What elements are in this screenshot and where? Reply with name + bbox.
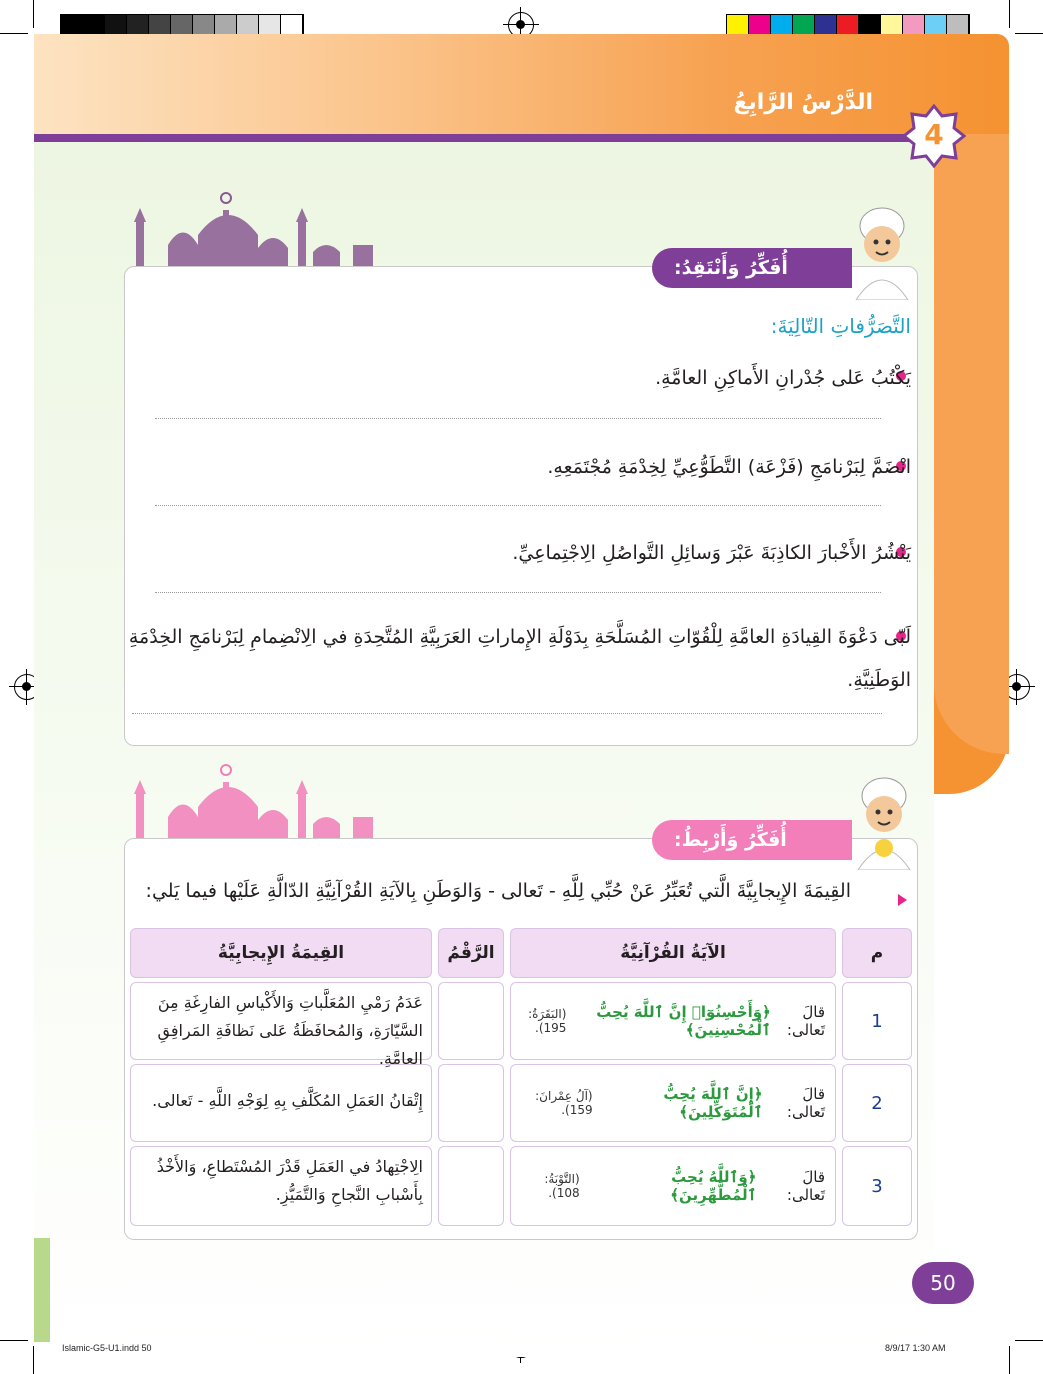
table-row-number: 2 xyxy=(842,1064,912,1142)
verse-reference: (التَّوْبَةُ: 108). xyxy=(544,1172,580,1200)
verse-reference: (آلُ عِمْرانَ: 159). xyxy=(535,1089,593,1117)
table-header-verse: الآيَةُ القُرْآنِيَّةُ xyxy=(510,928,836,978)
table-row-value: الِاجْتِهادُ في العَمَلِ قَدْرَ المُسْتَطاعِ، وَالأَخْذُ بِأَسْبابِ النَّجاحِ وَالتَّمَيُّزِ. xyxy=(130,1146,432,1226)
table-row-verse xyxy=(510,1146,836,1226)
crop-mark xyxy=(1015,33,1043,34)
verse-prefix: قالَ تَعالى: xyxy=(786,1168,825,1204)
crop-mark xyxy=(1009,0,1010,28)
answer-number-box[interactable] xyxy=(438,1064,504,1142)
verse-text: ﴿وَٱللَّهُ يُحِبُّ ٱلْمُطَّهِّرِينَ﴾ xyxy=(670,1168,757,1204)
verse-prefix: قالَ تَعالى: xyxy=(786,1085,825,1121)
answer-line xyxy=(132,713,882,714)
table-header-number: الرَّقْمُ xyxy=(438,928,504,978)
table-row-verse xyxy=(510,1064,836,1142)
header-divider xyxy=(34,134,934,142)
table-header-value: القِيمَةُ الإِيجابِيَّةُ xyxy=(130,928,432,978)
lesson-header xyxy=(34,34,1009,134)
behavior-item: يَكْتُبُ عَلى جُدْرانِ الأَماكِنِ العامَّةِ. xyxy=(655,367,911,389)
section2-intro: القِيمَةَ الإِيجابِيَّةَ الَّتي تُعَبِّرُ عَنْ حُبِّي لِلَّهِ - تَعالى - وَالوَطَنِ بِالآيَةِ القُرْآنِيَّةِ الدّالَّةِ عَلَيْها فيما يَلي: xyxy=(145,880,851,902)
answer-number-box[interactable] xyxy=(438,1146,504,1226)
verse-text: ﴿إِنَّ ٱللَّهَ يُحِبُّ ٱلْمُتَوَكِّلِينَ﴾ xyxy=(663,1085,763,1121)
behavior-item: يَنْشُرُ الأَخْبارَ الكاذِبَةَ عَبْرَ وَسائِلِ التَّواصُلِ الِاجْتِماعِيِّ. xyxy=(512,542,911,564)
lesson-number-badge xyxy=(902,104,966,168)
think-connect-banner xyxy=(652,820,852,860)
crop-mark xyxy=(1009,1346,1010,1374)
side-strip xyxy=(34,1238,50,1342)
behavior-item: لَبّى دَعْوَةَ القِيادَةِ العامَّةِ لِلْقُوّاتِ المُسَلَّحَةِ بِدَوْلَةِ الإِماراتِ العَرَبِيَّةِ المُتَّحِدَةِ في الِانْضِمامِ لِبَرْنامَجِ الخِدْمَةِ xyxy=(128,626,911,648)
behavior-item-continued: الوَطَنِيَّةِ. xyxy=(847,669,911,691)
crop-mark xyxy=(0,33,28,34)
think-connect-title: أُفَكِّرُ وَأَرْبِطُ: xyxy=(674,829,787,851)
mosque-silhouette-icon xyxy=(128,762,378,842)
verse-prefix: قالَ تَعالى: xyxy=(786,1003,825,1039)
table-header-m: م xyxy=(842,928,912,978)
footer-date: 8/9/17 1:30 AM xyxy=(885,1343,946,1353)
answer-line xyxy=(155,418,881,419)
table-row-value: إِتْقانُ العَمَلِ المُكَلَّفِ بِهِ لِوَجْهِ اللَّهِ - تَعالى. xyxy=(130,1064,432,1142)
table-row-verse xyxy=(510,982,836,1060)
section1-subheading: التَّصَرُّفاتِ التّالِيَةَ: xyxy=(770,314,911,338)
verse-text: ﴿وَأَحْسِنُوٓا۟ إِنَّ ٱللَّهَ يُحِبُّ ٱلْمُحْسِنِينَ﴾ xyxy=(596,1003,771,1039)
behavior-item: انْضَمَّ لِبَرْنامَجِ (فَزْعَة) التَّطَوُّعِيِّ لِخِدْمَةِ مُجْتَمَعِهِ. xyxy=(547,456,911,478)
boy-character-icon xyxy=(846,200,918,300)
crop-mark xyxy=(33,0,34,28)
mosque-silhouette-icon xyxy=(128,190,378,270)
crop-mark xyxy=(1015,1340,1043,1341)
table-row-value: عَدَمُ رَمْيِ المُعَلَّباتِ وَالأَكْياسِ الفارِغَةِ مِنَ السَّيّارَةِ، وَالمُحافَظَةُ عَلى نَظافَةِ المَرافِقِ العامَّةِ. xyxy=(130,982,432,1060)
page-number: 50 xyxy=(912,1262,974,1304)
verse-reference: (البَقَرَةُ: 195). xyxy=(528,1007,567,1035)
side-tab-inner xyxy=(934,134,1009,754)
table-row-number: 1 xyxy=(842,982,912,1060)
boy-with-lightbulb-icon xyxy=(848,770,920,870)
lesson-number: 4 xyxy=(924,118,944,151)
answer-number-box[interactable] xyxy=(438,982,504,1060)
crop-mark xyxy=(0,1340,28,1341)
answer-line xyxy=(155,592,881,593)
answer-line xyxy=(155,505,881,506)
arrow-bullet-icon xyxy=(898,894,907,906)
lesson-title: الدَّرْسُ الرَّابِعُ xyxy=(733,90,873,115)
think-critique-panel xyxy=(124,266,918,746)
think-critique-title: أُفَكِّرُ وَأَنْتَقِدُ: xyxy=(674,257,788,279)
think-critique-banner xyxy=(652,248,852,288)
table-row-number: 3 xyxy=(842,1146,912,1226)
footer-file: Islamic-G5-U1.indd 50 xyxy=(62,1343,152,1353)
